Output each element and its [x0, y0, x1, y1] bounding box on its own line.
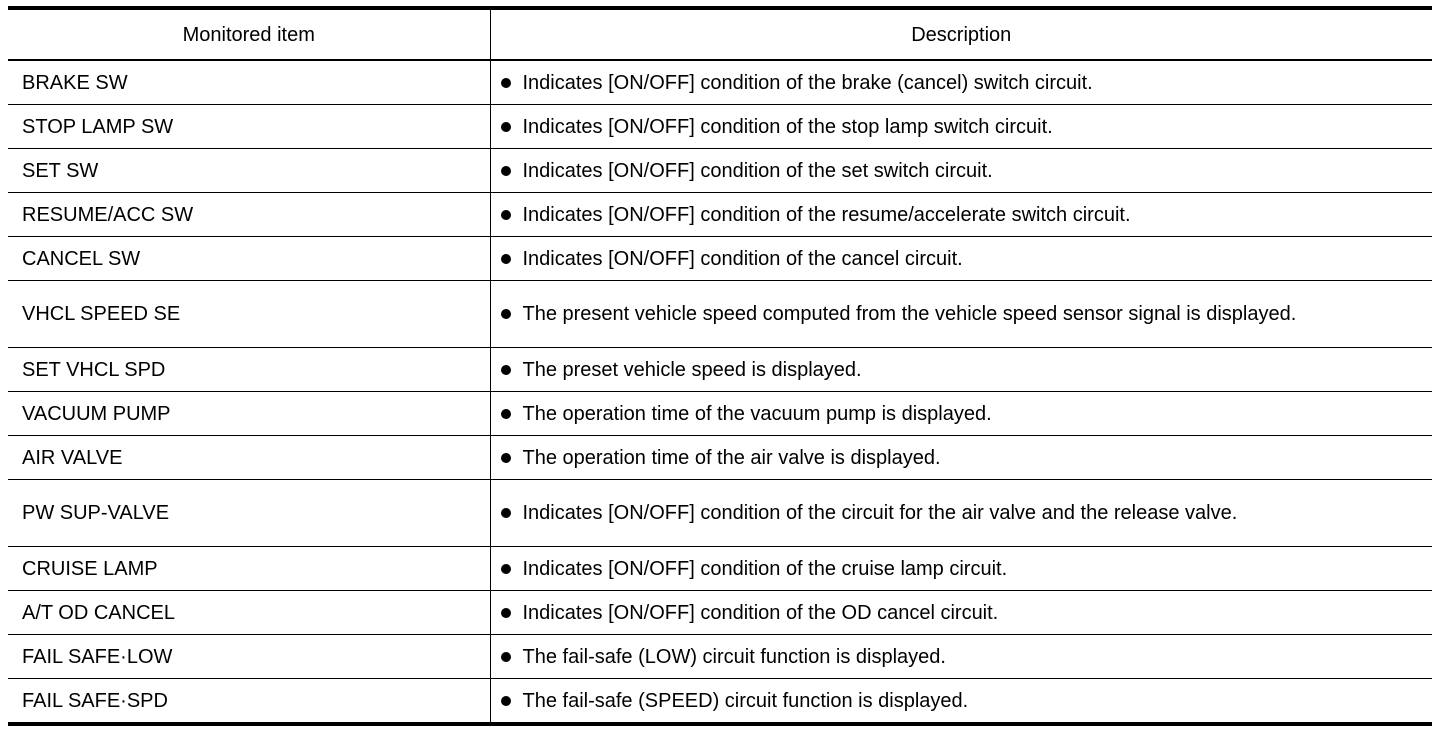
- description-text: The preset vehicle speed is displayed.: [522, 358, 862, 381]
- bullet-icon: [501, 696, 511, 706]
- monitored-item-cell: AIR VALVE: [8, 436, 490, 480]
- bullet-icon: [501, 210, 511, 220]
- monitor-table-container: [8, 6, 1432, 726]
- header-monitored-item: Monitored item: [8, 10, 490, 60]
- table-row: [8, 436, 1432, 480]
- bullet-icon: [501, 453, 511, 463]
- header-description: Description: [490, 10, 1432, 60]
- bullet-icon: [501, 508, 511, 518]
- description-text: The present vehicle speed computed from the vehicle speed sensor signal is displayed.: [522, 303, 1297, 325]
- description-text: Indicates [ON/OFF] condition of the cruise lamp circuit.: [522, 557, 1008, 580]
- bullet-icon: [501, 309, 511, 319]
- bullet-icon: [501, 652, 511, 662]
- monitored-item-cell: CANCEL SW: [8, 237, 490, 281]
- monitored-item-cell: A/T OD CANCEL: [8, 591, 490, 635]
- table-row: [8, 348, 1432, 392]
- description-cell: [490, 392, 1432, 436]
- description-cell: [490, 193, 1432, 237]
- monitored-item-cell: SET VHCL SPD: [8, 348, 490, 392]
- monitored-item-cell: CRUISE LAMP: [8, 547, 490, 591]
- description-cell: [490, 480, 1432, 547]
- monitored-item-cell: VHCL SPEED SE: [8, 281, 490, 348]
- description-cell: [490, 60, 1432, 105]
- bullet-icon: [501, 365, 511, 375]
- description-text: The fail-safe (SPEED) circuit function is displayed.: [522, 689, 969, 712]
- monitored-item-cell: FAIL SAFE·SPD: [8, 679, 490, 723]
- description-cell: [490, 591, 1432, 635]
- table-row: [8, 281, 1432, 348]
- description-cell: [490, 105, 1432, 149]
- description-cell: [490, 679, 1432, 723]
- description-text: Indicates [ON/OFF] condition of the set switch circuit.: [522, 159, 993, 182]
- monitored-item-cell: SET SW: [8, 149, 490, 193]
- monitored-item-cell: PW SUP-VALVE: [8, 480, 490, 547]
- monitored-item-cell: STOP LAMP SW: [8, 105, 490, 149]
- table-header-row: [8, 10, 1432, 60]
- bullet-icon: [501, 608, 511, 618]
- description-text: Indicates [ON/OFF] condition of the circuit for the air valve and the release valve.: [522, 502, 1238, 524]
- table-row: [8, 60, 1432, 105]
- description-cell: [490, 547, 1432, 591]
- bullet-icon: [501, 122, 511, 132]
- table-row: [8, 237, 1432, 281]
- description-text: Indicates [ON/OFF] condition of the stop lamp switch circuit.: [522, 115, 1053, 138]
- description-cell: [490, 237, 1432, 281]
- description-text: Indicates [ON/OFF] condition of the cancel circuit.: [522, 247, 963, 270]
- table-row: [8, 480, 1432, 547]
- table-row: [8, 105, 1432, 149]
- table-row: [8, 193, 1432, 237]
- description-cell: [490, 436, 1432, 480]
- table-row: [8, 591, 1432, 635]
- description-cell: [490, 348, 1432, 392]
- bullet-icon: [501, 409, 511, 419]
- bullet-icon: [501, 564, 511, 574]
- description-text: Indicates [ON/OFF] condition of the resume/accelerate switch circuit.: [522, 203, 1131, 226]
- description-cell: [490, 281, 1432, 348]
- description-cell: [490, 635, 1432, 679]
- table-row: [8, 679, 1432, 723]
- table-row: [8, 635, 1432, 679]
- description-text: Indicates [ON/OFF] condition of the brake (cancel) switch circuit.: [522, 71, 1093, 94]
- table-body: [8, 60, 1432, 722]
- table-row: [8, 149, 1432, 193]
- description-text: The fail-safe (LOW) circuit function is displayed.: [522, 645, 946, 668]
- bullet-icon: [501, 78, 511, 88]
- monitored-item-cell: FAIL SAFE·LOW: [8, 635, 490, 679]
- description-text: The operation time of the vacuum pump is displayed.: [522, 402, 992, 425]
- description-text: The operation time of the air valve is displayed.: [522, 446, 941, 469]
- monitored-item-cell: RESUME/ACC SW: [8, 193, 490, 237]
- monitored-item-cell: BRAKE SW: [8, 60, 490, 105]
- table-row: [8, 547, 1432, 591]
- description-cell: [490, 149, 1432, 193]
- monitor-table: [8, 10, 1432, 722]
- description-text: Indicates [ON/OFF] condition of the OD cancel circuit.: [522, 601, 999, 624]
- table-row: [8, 392, 1432, 436]
- bullet-icon: [501, 254, 511, 264]
- bullet-icon: [501, 166, 511, 176]
- monitored-item-cell: VACUUM PUMP: [8, 392, 490, 436]
